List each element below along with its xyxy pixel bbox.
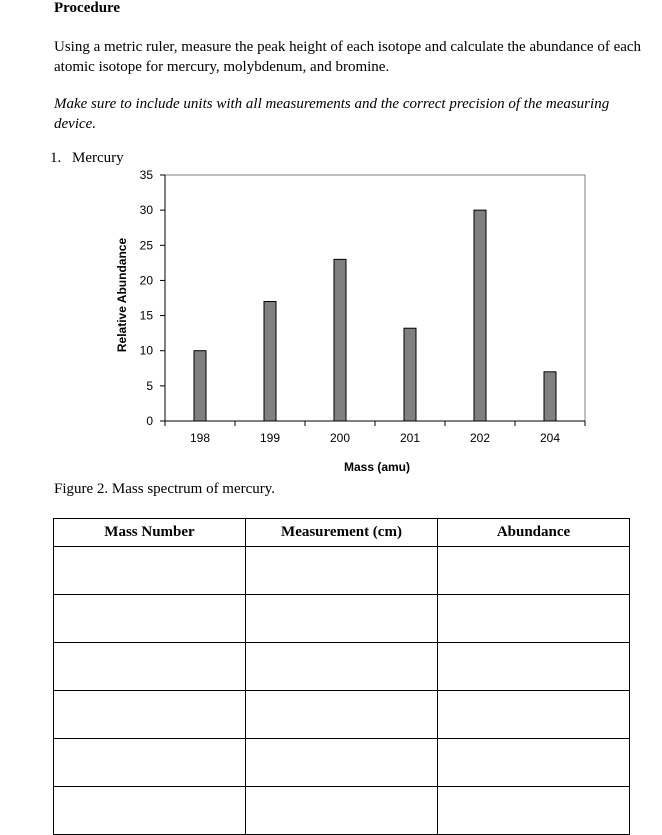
cell-abundance: [438, 595, 630, 643]
y-tick-label: 0: [146, 414, 153, 428]
cell-abundance: [438, 691, 630, 739]
x-tick-label: 199: [259, 431, 281, 445]
cell-mass-number: [54, 643, 246, 691]
y-tick-label: 10: [139, 343, 153, 358]
y-axis-label: Relative Abundance: [115, 237, 129, 353]
table-row: [54, 787, 630, 835]
cell-abundance: [438, 547, 630, 595]
cell-abundance: [438, 787, 630, 835]
cell-abundance: [438, 643, 630, 691]
units-note: Make sure to include units with all measurements and the correct precision of the measuring device.: [54, 96, 610, 132]
y-tick-label: 25: [139, 238, 153, 253]
instructions-text: Using a metric ruler, measure the peak height of each isotope and calculate the abundance of each atomic isotope for mercury, molybdenum, and bromine.: [54, 39, 642, 75]
cell-mass-number: [54, 547, 246, 595]
y-tick-label: 35: [139, 168, 153, 182]
table-row: [54, 691, 630, 739]
cell-measurement: [246, 691, 438, 739]
table-row: [54, 643, 630, 691]
x-tick-label: 201: [399, 431, 421, 445]
cell-measurement: [246, 739, 438, 787]
cell-measurement: [246, 595, 438, 643]
table-header-row: [54, 519, 630, 547]
section-heading: Procedure: [54, 0, 121, 16]
figure-caption: Figure 2. Mass spectrum of mercury.: [54, 481, 276, 497]
y-tick-label: 15: [139, 308, 153, 323]
abundance-table: [53, 518, 630, 835]
bar-204: [544, 372, 556, 421]
bar-202: [474, 210, 486, 421]
header-abundance: Abundance: [438, 519, 630, 547]
x-tick-label: 200: [329, 431, 351, 445]
y-tick-label: 30: [139, 203, 153, 218]
cell-mass-number: [54, 595, 246, 643]
table-row: [54, 739, 630, 787]
list-item-label: Mercury: [72, 150, 124, 166]
table-row: [54, 547, 630, 595]
header-measurement: Measurement (cm): [246, 519, 438, 547]
x-tick-label: 202: [469, 431, 491, 445]
table-row: [54, 595, 630, 643]
cell-mass-number: [54, 787, 246, 835]
cell-abundance: [438, 739, 630, 787]
y-tick-label: 20: [139, 273, 153, 288]
bar-201: [404, 328, 416, 421]
bar-198: [194, 351, 206, 421]
bar-199: [264, 302, 276, 421]
plot-area: [165, 175, 585, 421]
list-item-number: 1.: [50, 150, 62, 166]
x-tick-label: 204: [539, 431, 561, 445]
cell-mass-number: [54, 739, 246, 787]
cell-measurement: [246, 547, 438, 595]
bar-200: [334, 259, 346, 421]
cell-measurement: [246, 643, 438, 691]
y-tick-label: 5: [146, 378, 153, 393]
cell-measurement: [246, 787, 438, 835]
x-tick-label: 198: [189, 431, 211, 445]
cell-mass-number: [54, 691, 246, 739]
header-mass-number: Mass Number: [54, 519, 246, 547]
x-axis-label: Mass (amu): [343, 460, 411, 474]
